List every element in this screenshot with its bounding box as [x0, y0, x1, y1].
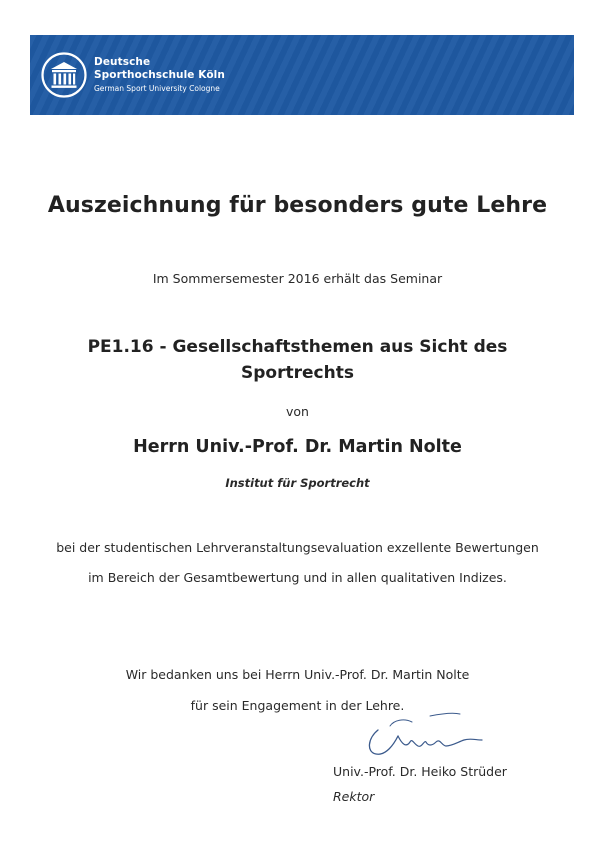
university-columns-icon: [41, 52, 87, 98]
university-header-banner: [30, 35, 574, 115]
thanks-text-line-2: für sein Engagement in der Lehre.: [190, 698, 405, 713]
brand-line-2: Sporthochschule Köln: [94, 69, 225, 81]
signatory-role: Rektor: [333, 789, 375, 804]
seminar-title-line-1: PE1.16 - Gesellschaftsthemen aus Sicht des: [87, 337, 508, 357]
thanks-text-line-1: Wir bedanken uns bei Herrn Univ.-Prof. Dr. Martin Nolte: [125, 667, 470, 682]
awardee-name: Herrn Univ.-Prof. Dr. Martin Nolte: [133, 437, 462, 457]
certificate-title: Auszeichnung für besonders gute Lehre: [47, 193, 548, 218]
university-name: [94, 56, 225, 94]
brand-line-english: German Sport University Cologne: [94, 84, 220, 93]
intro-text: Im Sommersemester 2016 erhält das Seminar: [152, 271, 443, 286]
institute-name: Institut für Sportrecht: [225, 476, 370, 490]
signatory-name: Univ.-Prof. Dr. Heiko Strüder: [333, 764, 507, 779]
von-text: von: [286, 404, 309, 419]
brand-line-1: Deutsche: [94, 56, 151, 68]
evaluation-text-line-1: bei der studentischen Lehrveranstaltungsevaluation exzellente Bewertungen: [56, 540, 539, 555]
evaluation-text-line-2: im Bereich der Gesamtbewertung und in allen qualitativen Indizes.: [88, 570, 507, 585]
handwritten-signature: [360, 708, 490, 760]
seminar-title: [0, 334, 595, 386]
seminar-title-line-2: Sportrechts: [241, 363, 354, 383]
